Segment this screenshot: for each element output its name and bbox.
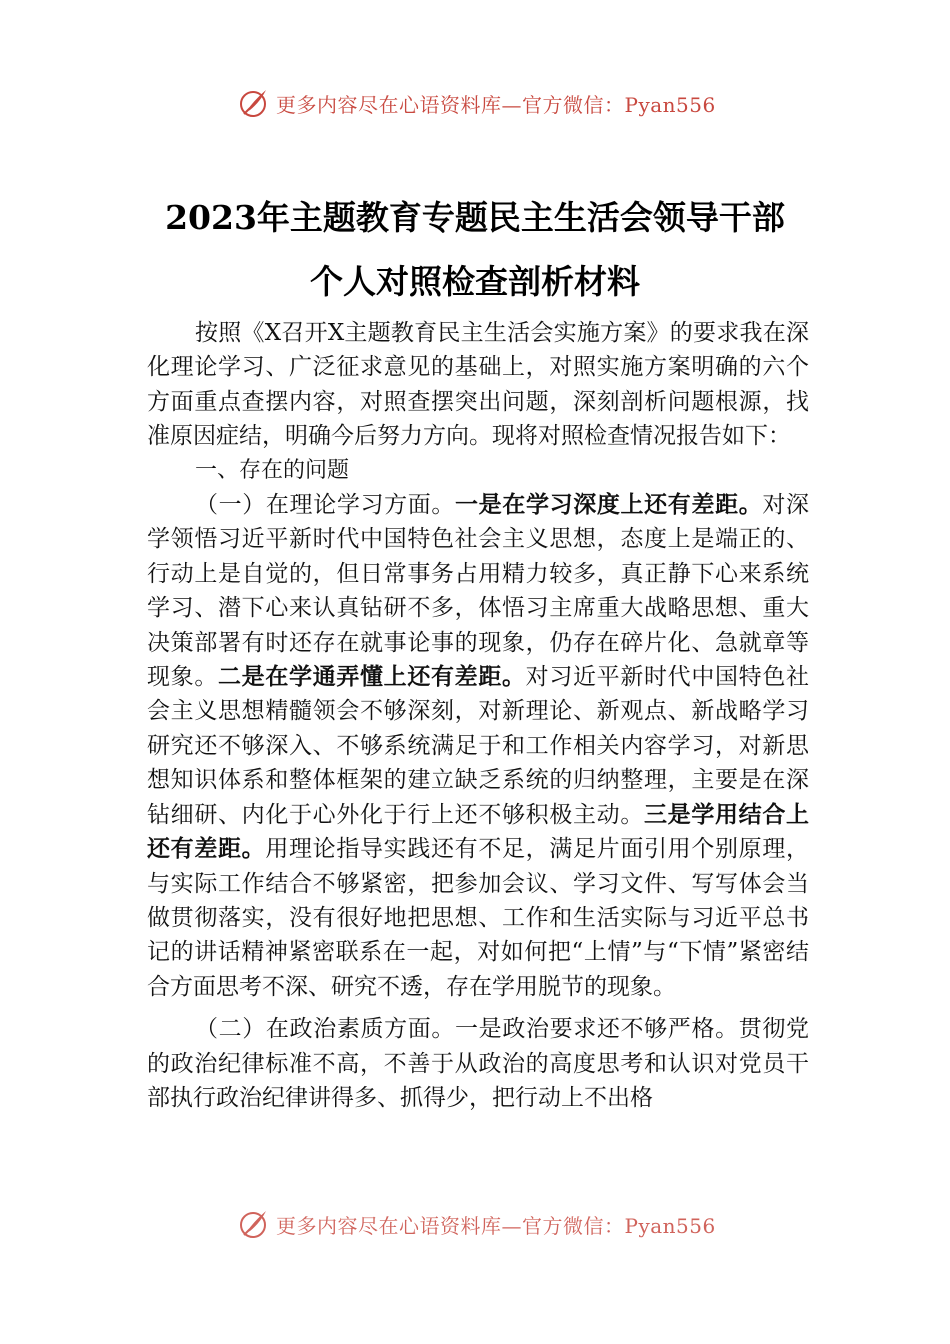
document-title-line-2: 个人对照检查剖析材料: [310, 262, 640, 301]
intro-paragraph: 按照《X召开X主题教育民主生活会实施方案》的要求我在深化理论学习、广泛征求意见的基础上，对照实施方案明确的六个方面重点查摆内容，对照查摆突出问题，深刻剖析问题根源，找准原因症结，明确今后努力方向。现将对照检查情况报告如下：: [147, 320, 809, 450]
footer-watermark-banner: [236, 1203, 716, 1245]
section-heading-problems: 一、存在的问题: [195, 457, 350, 483]
quill-pen-logo-icon: [236, 86, 270, 120]
theory-study-paragraph: [147, 488, 809, 1004]
quill-pen-logo-icon: [236, 1207, 270, 1241]
point1-title: 一是在学习深度上还有差距。: [455, 492, 763, 519]
header-banner-text: 更多内容尽在心语资料库—官方微信：Pyan556: [276, 92, 716, 117]
point1-text: 对深学领悟习近平新时代中国特色社会主义思想，态度上是端正的、行动上是自觉的，但日常事务占用精力较多，真正静下心来系统学习、潜下心来认真钻研不多，体悟习主席重大战略思想、重大决策部署有时还存在就事论事的现象，仍存在碎片化、急就章等现象。: [147, 492, 810, 691]
footer-banner-text: 更多内容尽在心语资料库—官方微信：Pyan556: [276, 1213, 716, 1238]
political-quality-paragraph: （二）在政治素质方面。一是政治要求还不够严格。贯彻党的政治纪律标准不高，不善于从政治的高度思考和认识对党员干部执行政治纪律讲得多、抓得少，把行动上不出格: [147, 1016, 809, 1111]
point3-text: 用理论指导实践还有不足，满足片面引用个别原理，与实际工作结合不够紧密，把参加会议、学习文件、写写体会当做贯彻落实，没有很好地把思想、工作和生活实际与习近平总书记的讲话精神紧密联系在一起，对如何把“上情”与“下情”紧密结合方面思考不深、研究不透，存在学用脱节的现象。: [147, 836, 810, 1000]
document-body: [147, 316, 809, 1115]
header-watermark-banner: [236, 82, 716, 124]
point3-title: 三是学用结合上还有差距。: [147, 801, 810, 863]
point2-text: 对习近平新时代中国特色社会主义思想精髓领会不够深刻，对新理论、新观点、新战略学习研究还不够深入、不够系统满足于和工作相关内容学习，对新思想知识体系和整体框架的建立缺乏系统的归纳整理，主要是在深钻细研、内化于心外化于行上还不够积极主动。: [147, 664, 810, 828]
document-title-line-1: 2023年主题教育专题民主生活会领导干部: [165, 198, 785, 237]
sub1-lead: （一）在理论学习方面。: [195, 492, 456, 519]
point2-title: 二是在学通弄懂上还有差距。: [218, 664, 526, 691]
